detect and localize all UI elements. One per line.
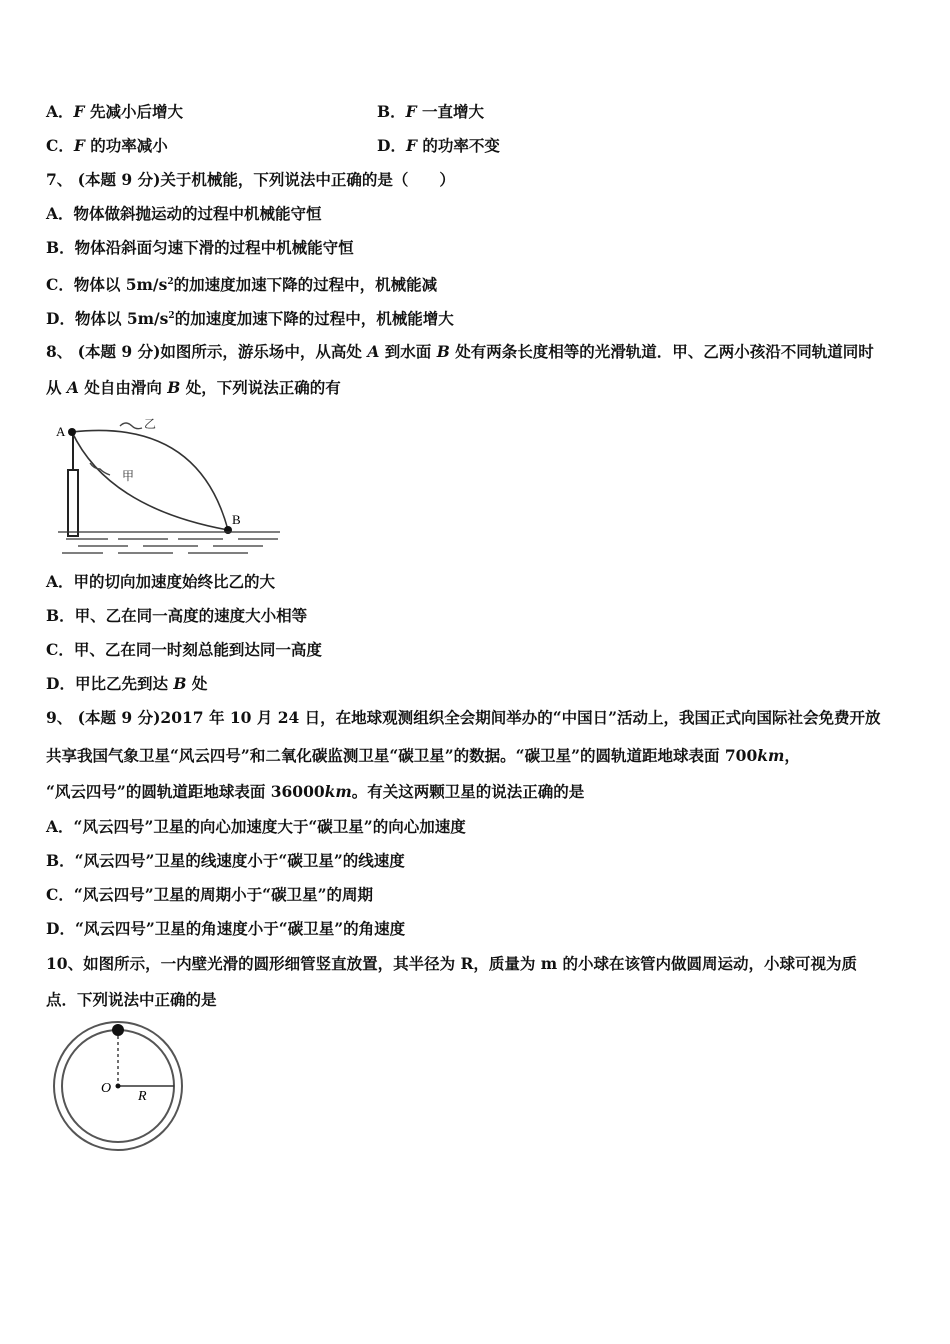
- track-jia: [72, 432, 228, 530]
- water-lines: [58, 532, 280, 553]
- label-o: O: [101, 1081, 112, 1096]
- q8-option-d: D．甲比乙先到达 B 处: [46, 674, 208, 693]
- q9-stem-line3: “风云四号”的圆轨道距地球表面 36000km。有关这两颗卫星的说法正确的是: [46, 782, 585, 801]
- q9-option-a: A．“风云四号”卫星的向心加速度大于“碳卫星”的向心加速度: [46, 817, 466, 836]
- q9-stem-line2: 共享我国气象卫星“风云四号”和二氧化碳监测卫星“碳卫星”的数据。“碳卫星”的圆轨道距地球表面 700km，: [46, 746, 800, 765]
- point-a-dot: [68, 428, 76, 436]
- q10-stem-line2: 点．下列说法中正确的是: [46, 990, 217, 1009]
- q8-option-b: B．甲、乙在同一高度的速度大小相等: [46, 606, 308, 625]
- label-b: B: [232, 512, 241, 527]
- label-r: R: [138, 1089, 147, 1104]
- q8-option-a: A．甲的切向加速度始终比乙的大: [46, 572, 276, 591]
- q7-option-c: C．物体以 $5m/s^2$的加速度加速下降的过程中，机械能减: [46, 275, 438, 295]
- q8-track-figure: [48, 408, 288, 558]
- label-jia: 甲: [122, 469, 135, 483]
- q8-stem-line1: 8、 (本题 9 分)如图所示，游乐场中，从高处 A 到水面 B 处有两条长度相等的光滑轨道．甲、乙两小孩沿不同轨道同时: [46, 342, 874, 361]
- q6-option-d: D．F 的功率不变: [377, 136, 500, 155]
- q6-option-a: A．F 先减小后增大: [46, 102, 183, 121]
- label-a: A: [56, 424, 66, 439]
- q9-option-c: C．“风云四号”卫星的周期小于“碳卫星”的周期: [46, 885, 373, 904]
- center-dot: [116, 1084, 121, 1089]
- q6-option-b: B．F 一直增大: [377, 102, 485, 121]
- child-yi-icon: [120, 423, 142, 429]
- q10-tube-figure: [48, 1020, 188, 1152]
- point-b-dot: [224, 526, 232, 534]
- ball-dot: [112, 1024, 124, 1036]
- slide-pole: [68, 470, 78, 536]
- q9-option-b: B．“风云四号”卫星的线速度小于“碳卫星”的线速度: [46, 851, 405, 870]
- q6-option-c: C．F 的功率减小: [46, 136, 168, 155]
- q7-option-a: A．物体做斜抛运动的过程中机械能守恒: [46, 204, 322, 223]
- q8-stem-line2: 从 A 处自由滑向 B 处，下列说法正确的有: [46, 378, 341, 397]
- q9-stem-line1: 9、 (本题 9 分)2017 年 10 月 24 日，在地球观测组织全会期间举办的“中国日”活动上，我国正式向国际社会免费开放: [46, 708, 881, 727]
- q10-stem-line1: 10、如图所示，一内壁光滑的圆形细管竖直放置，其半径为 R，质量为 m 的小球在该管内做圆周运动，小球可视为质: [46, 954, 858, 973]
- q7-stem: 7、 (本题 9 分)关于机械能，下列说法中正确的是（ ）: [46, 170, 455, 189]
- label-yi: 乙: [144, 417, 157, 431]
- q7-option-d: D．物体以 $5m/s^2$的加速度加速下降的过程中，机械能增大: [46, 309, 454, 329]
- q9-option-d: D．“风云四号”卫星的角速度小于“碳卫星”的角速度: [46, 919, 406, 938]
- q8-option-c: C．甲、乙在同一时刻总能到达同一高度: [46, 640, 322, 659]
- track-yi: [72, 430, 228, 530]
- q7-option-b: B．物体沿斜面匀速下滑的过程中机械能守恒: [46, 238, 354, 257]
